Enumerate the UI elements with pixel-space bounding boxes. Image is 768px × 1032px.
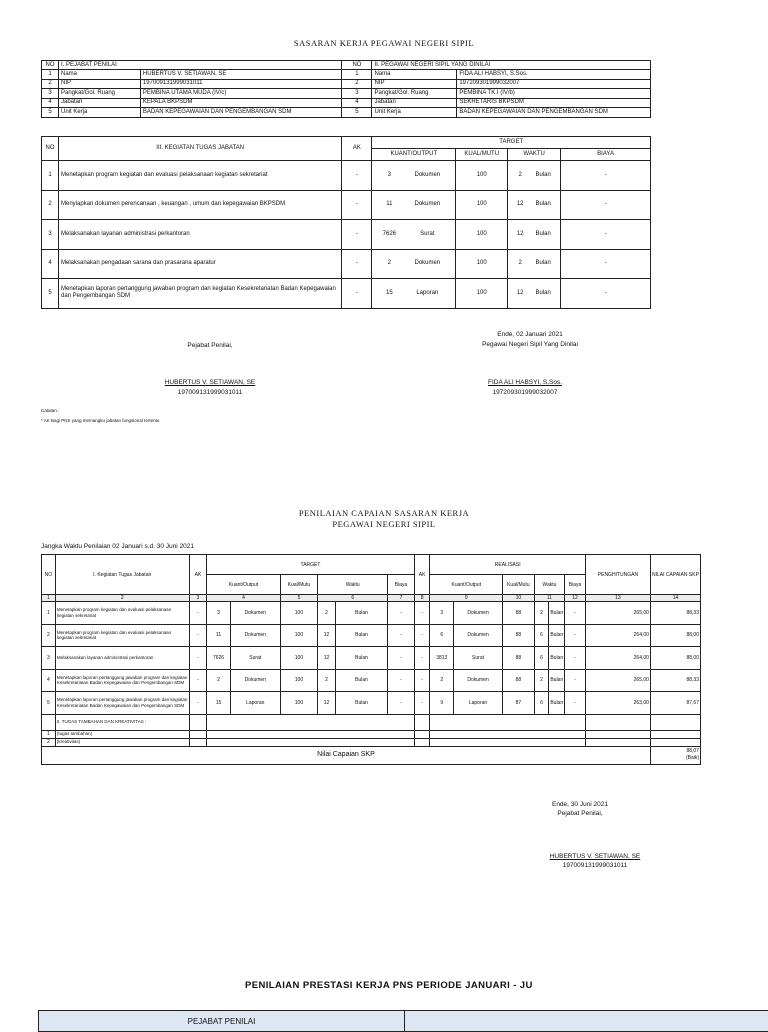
task-row bbox=[42, 190, 651, 220]
h-kegiatan: I. Kegiatan Tugas Jabatan bbox=[55, 555, 189, 595]
realisasi-kuant-value: 3813 bbox=[430, 647, 454, 670]
realisasi-ak: - bbox=[414, 669, 430, 692]
right-row-label: Pangkat/Gol. Ruang bbox=[372, 89, 457, 99]
h-realisasi-biaya: Biaya bbox=[565, 575, 586, 595]
task-no: 1 bbox=[42, 161, 59, 191]
realisasi-mutu: 88 bbox=[503, 624, 535, 647]
task-quantity-unit: Laporan bbox=[416, 289, 439, 296]
target-kuant-value: 7626 bbox=[207, 647, 231, 670]
tambahan-row-label: (tugas tambahan) bbox=[55, 730, 189, 738]
col-num: 14 bbox=[650, 595, 700, 602]
task-biaya: - bbox=[561, 161, 651, 191]
target-biaya: - bbox=[388, 692, 415, 715]
left-row-no: 4 bbox=[42, 98, 59, 108]
h-nilai: NILAI CAPAIAN SKP bbox=[650, 555, 700, 595]
task-waktu-value: 2 bbox=[518, 171, 522, 178]
row-nilai: 87,67 bbox=[650, 692, 700, 715]
realisasi-waktu-unit: Bulan bbox=[549, 647, 565, 670]
col-num: 9 bbox=[430, 595, 503, 602]
task-mutu: 100 bbox=[456, 220, 508, 250]
realisasi-waktu-value: 6 bbox=[534, 647, 549, 670]
realisasi-ak: - bbox=[414, 602, 430, 625]
target-waktu-unit: Bulan bbox=[335, 669, 387, 692]
target-kuant-unit: Dokumen bbox=[230, 602, 280, 625]
target-kuant-unit: Dokumen bbox=[230, 624, 280, 647]
realisasi-waktu-value: 2 bbox=[534, 602, 549, 625]
task-text: Melaksanakan pengadaan sarana dan prasarana aparatur bbox=[58, 249, 341, 279]
task-biaya: - bbox=[561, 190, 651, 220]
target-waktu-unit: Bulan bbox=[335, 602, 387, 625]
col-ak: AK bbox=[342, 137, 372, 161]
tambahan-no: 2 bbox=[42, 738, 56, 746]
identity-row bbox=[42, 98, 651, 108]
skp-left-signatory-nip: 197009131999031011 bbox=[177, 389, 243, 396]
right-row-label: Nama bbox=[372, 70, 457, 80]
task-waktu-unit: Bulan bbox=[535, 201, 551, 208]
task-waktu-unit: Bulan bbox=[535, 260, 551, 267]
realisasi-mutu: 87 bbox=[503, 692, 535, 715]
left-row-label: Jabatan bbox=[58, 98, 140, 108]
realisasi-mutu: 88 bbox=[503, 602, 535, 625]
penilaian-row bbox=[42, 669, 701, 692]
task-quantity-unit: Dokumen bbox=[414, 201, 441, 208]
row-kegiatan: Melaksanakan layanan administrasi perkantoran bbox=[55, 647, 189, 670]
task-quantity bbox=[372, 249, 456, 279]
target-waktu-value: 2 bbox=[318, 669, 336, 692]
right-row-value: SEKRETARIS BKPSDM bbox=[457, 98, 651, 108]
h-ak-realisasi: AK bbox=[414, 555, 430, 595]
right-row-no: 5 bbox=[342, 108, 372, 118]
row-nilai: 88,33 bbox=[650, 602, 700, 625]
nilai-capaian-label: Nilai Capaian SKP bbox=[42, 746, 651, 764]
divider bbox=[404, 1011, 405, 1031]
h-realisasi-kual: Kual/Mutu bbox=[503, 575, 535, 595]
right-row-no: 3 bbox=[342, 89, 372, 99]
task-row bbox=[42, 161, 651, 191]
task-no: 4 bbox=[42, 249, 59, 279]
nilai-capaian-value: 88,07 bbox=[686, 748, 699, 754]
penilaian-table bbox=[41, 554, 701, 765]
prestasi-table-header bbox=[38, 1010, 768, 1032]
realisasi-kuant-value: 3 bbox=[430, 602, 454, 625]
realisasi-kuant-value: 9 bbox=[430, 692, 454, 715]
row-nilai: 88,33 bbox=[650, 669, 700, 692]
col-num: 6 bbox=[318, 595, 388, 602]
h-target-kual: Kual/Mutu bbox=[280, 575, 317, 595]
realisasi-waktu-value: 2 bbox=[534, 669, 549, 692]
task-text: Menyiapkan dokumen perencanaan , keuangan , umum dan kepegawaian BKPSDM bbox=[58, 190, 341, 220]
nilai-capaian-cell bbox=[650, 746, 700, 764]
header-no: NO bbox=[42, 61, 59, 70]
row-nilai: 88,00 bbox=[650, 624, 700, 647]
skp-task-table bbox=[41, 136, 651, 309]
target-waktu-unit: Bulan bbox=[335, 647, 387, 670]
left-row-value: KEPALA BKPSDM bbox=[140, 98, 342, 108]
target-biaya: - bbox=[388, 602, 415, 625]
task-mutu: 100 bbox=[456, 279, 508, 309]
tambahan-no: 1 bbox=[42, 730, 56, 738]
task-row bbox=[42, 249, 651, 279]
penilaian-signatory-name: HUBERTUS V. SETIAWAN, SE bbox=[549, 853, 641, 860]
task-quantity-value: 7626 bbox=[382, 230, 396, 237]
target-mutu: 100 bbox=[280, 647, 317, 670]
skp-right-role: Pegawai Negeri Sipil Yang Dinilai bbox=[482, 341, 578, 348]
target-mutu: 100 bbox=[280, 692, 317, 715]
task-ak: - bbox=[342, 220, 372, 250]
target-kuant-unit: Dokumen bbox=[230, 669, 280, 692]
col-num: 3 bbox=[189, 595, 207, 602]
note-title: Catatan : bbox=[41, 408, 60, 413]
h-realisasi-kuant: Kuant/Output bbox=[430, 575, 503, 595]
task-quantity-value: 3 bbox=[387, 171, 391, 178]
header-pejabat-penilai: I. PEJABAT PENILAI bbox=[58, 61, 342, 70]
h-perhitungan: PENGHITUNGAN bbox=[585, 555, 650, 595]
col-num: 11 bbox=[534, 595, 564, 602]
col-kegiatan: III. KEGIATAN TUGAS JABATAN bbox=[58, 137, 341, 161]
task-waktu-unit: Bulan bbox=[535, 171, 551, 178]
task-text: Menetapkan laporan pertanggung jawaban program dan kegiatan Kesekretariatan Badan Kepegawaian dan Pengembangan SDM bbox=[58, 279, 341, 309]
realisasi-mutu: 88 bbox=[503, 647, 535, 670]
col-num: 13 bbox=[585, 595, 650, 602]
task-quantity-unit: Surat bbox=[420, 230, 435, 237]
task-no: 3 bbox=[42, 220, 59, 250]
realisasi-kuant-value: 2 bbox=[430, 669, 454, 692]
realisasi-kuant-unit: Surat bbox=[454, 647, 503, 670]
col-num: 12 bbox=[565, 595, 586, 602]
task-quantity-value: 2 bbox=[387, 260, 391, 267]
skp-title: SASARAN KERJA PEGAWAI NEGERI SIPIL bbox=[293, 38, 475, 48]
target-waktu-unit: Bulan bbox=[335, 624, 387, 647]
skp-identity-table bbox=[41, 60, 651, 118]
realisasi-waktu-value: 6 bbox=[534, 692, 549, 715]
realisasi-biaya: - bbox=[565, 647, 586, 670]
realisasi-ak: - bbox=[414, 624, 430, 647]
left-row-no: 1 bbox=[42, 70, 59, 80]
row-ak: - bbox=[189, 602, 207, 625]
identity-row bbox=[42, 70, 651, 80]
target-mutu: 100 bbox=[280, 624, 317, 647]
target-kuant-value: 2 bbox=[207, 669, 231, 692]
identity-row bbox=[42, 108, 651, 118]
penilaian-row bbox=[42, 647, 701, 670]
task-quantity bbox=[372, 279, 456, 309]
penilaian-signatory-nip: 197009131999031011 bbox=[562, 862, 628, 869]
nilai-capaian-grade: (Baik) bbox=[685, 755, 699, 761]
task-row bbox=[42, 279, 651, 309]
col-num: 5 bbox=[280, 595, 317, 602]
skp-left-role: Pejabat Penilai, bbox=[187, 342, 233, 349]
col-no: NO bbox=[42, 137, 59, 161]
row-no: 4 bbox=[42, 669, 56, 692]
row-kegiatan: Menetapkan laporan pertanggung jawaban program dan kegiatan Kesekretariatan Badan Kepegawaian dan Pengembangan SDM bbox=[55, 692, 189, 715]
realisasi-biaya: - bbox=[565, 692, 586, 715]
row-ak: - bbox=[189, 669, 207, 692]
penilaian-row bbox=[42, 624, 701, 647]
task-biaya: - bbox=[561, 279, 651, 309]
left-row-value: HUBERTUS V. SETIAWAN, SE bbox=[140, 70, 342, 80]
h-target-waktu: Waktu bbox=[318, 575, 388, 595]
left-row-value: PEMBINA UTAMA MUDA (IV/c) bbox=[140, 89, 342, 99]
row-kegiatan: Menetapkan laporan pertanggung jawaban program dan kegiatan Kesekretariatan Badan Kepegawaian dan Pengembangan SDM bbox=[55, 669, 189, 692]
skp-right-signatory-nip: 197209301999032007 bbox=[492, 389, 558, 396]
row-kegiatan: Menetapkan program kegiatan dan evaluasi pelaksanaan kegiatan sekretariat bbox=[55, 624, 189, 647]
task-mutu: 100 bbox=[456, 249, 508, 279]
right-row-label: Jabatan bbox=[372, 98, 457, 108]
task-ak: - bbox=[342, 279, 372, 309]
h-realisasi: REALISASI bbox=[430, 555, 585, 575]
target-biaya: - bbox=[388, 647, 415, 670]
tambahan-label: II. TUGAS TAMBAHAN DAN KREATIVITAS : bbox=[55, 714, 189, 730]
realisasi-kuant-value: 6 bbox=[430, 624, 454, 647]
realisasi-biaya: - bbox=[565, 624, 586, 647]
task-biaya: - bbox=[561, 249, 651, 279]
col-num: 1 bbox=[42, 595, 56, 602]
penilaian-period: Jangka Waktu Penilaian 02 Januari s.d. 30 Juni 2021 bbox=[41, 543, 194, 550]
col-num: 2 bbox=[55, 595, 189, 602]
row-no: 2 bbox=[42, 624, 56, 647]
penilaian-row bbox=[42, 692, 701, 715]
col-num: 10 bbox=[503, 595, 535, 602]
task-waktu-value: 2 bbox=[518, 260, 522, 267]
right-row-value: PEMBINA TK.I (IV/b) bbox=[457, 89, 651, 99]
right-row-no: 1 bbox=[342, 70, 372, 80]
col-waktu: WAKTU bbox=[508, 149, 561, 161]
right-row-no: 4 bbox=[342, 98, 372, 108]
realisasi-waktu-unit: Bulan bbox=[549, 669, 565, 692]
left-row-label: NIP bbox=[58, 79, 140, 89]
realisasi-waktu-unit: Bulan bbox=[549, 602, 565, 625]
row-ak: - bbox=[189, 692, 207, 715]
target-biaya: - bbox=[388, 669, 415, 692]
task-waktu-unit: Bulan bbox=[535, 230, 551, 237]
row-ak: - bbox=[189, 624, 207, 647]
h-target: TARGET bbox=[207, 555, 415, 575]
task-text: Melaksanakan layanan administrasi perkantoran bbox=[58, 220, 341, 250]
row-no: 5 bbox=[42, 692, 56, 715]
identity-row bbox=[42, 79, 651, 89]
penilaian-title-1: PENILAIAN CAPAIAN SASARAN KERJA bbox=[298, 508, 470, 518]
penilaian-place-date: Ende, 30 Juni 2021 bbox=[551, 801, 609, 808]
row-no: 3 bbox=[42, 647, 56, 670]
task-quantity bbox=[372, 161, 456, 191]
right-row-value: FIDA ALI HABSYI, S.Sos. bbox=[457, 70, 651, 80]
target-waktu-value: 2 bbox=[318, 602, 336, 625]
tambahan-row-label: (kreativitas) bbox=[55, 738, 189, 746]
task-waktu bbox=[508, 161, 561, 191]
col-num: 7 bbox=[388, 595, 415, 602]
task-quantity-value: 15 bbox=[385, 289, 393, 296]
row-ak: - bbox=[189, 647, 207, 670]
left-row-value: 197009131999031011 bbox=[140, 79, 342, 89]
right-row-value: BADAN KEPEGAWAIAN DAN PENGEMBANGAN SDM bbox=[457, 108, 651, 118]
row-perhitungan: 264,00 bbox=[585, 624, 650, 647]
realisasi-ak: - bbox=[414, 647, 430, 670]
target-kuant-unit: Surat bbox=[230, 647, 280, 670]
task-ak: - bbox=[342, 249, 372, 279]
target-kuant-value: 15 bbox=[207, 692, 231, 715]
task-biaya: - bbox=[561, 220, 651, 250]
task-quantity bbox=[372, 190, 456, 220]
row-kegiatan: Menetapkan program kegiatan dan evaluasi pelaksanaan kegiatan sekretariat bbox=[55, 602, 189, 625]
task-mutu: 100 bbox=[456, 161, 508, 191]
left-row-no: 5 bbox=[42, 108, 59, 118]
right-row-label: Unit Kerja bbox=[372, 108, 457, 118]
left-row-label: Unit Kerja bbox=[58, 108, 140, 118]
task-waktu bbox=[508, 190, 561, 220]
column-number-row bbox=[42, 595, 701, 602]
right-row-no: 2 bbox=[342, 79, 372, 89]
col-num: 4 bbox=[207, 595, 280, 602]
prestasi-title: PENILAIAN PRESTASI KERJA PNS PERIODE JANUARI - JU bbox=[245, 980, 533, 991]
task-no: 2 bbox=[42, 190, 59, 220]
task-quantity bbox=[372, 220, 456, 250]
row-perhitungan: 265,00 bbox=[585, 669, 650, 692]
row-perhitungan: 265,00 bbox=[585, 602, 650, 625]
target-waktu-value: 12 bbox=[318, 624, 336, 647]
task-text: Menetapkan program kegiatan dan evaluasi pelaksanaan kegiatan sekretariat bbox=[58, 161, 341, 191]
h-no: NO bbox=[42, 555, 56, 595]
header-no: NO bbox=[342, 61, 372, 70]
row-perhitungan: 263,00 bbox=[585, 692, 650, 715]
target-waktu-value: 12 bbox=[318, 692, 336, 715]
skp-right-signatory-name: FIDA ALI HABSYI, S.Sos. bbox=[487, 379, 563, 386]
target-kuant-value: 11 bbox=[207, 624, 231, 647]
skp-left-signatory-name: HUBERTUS V. SETIAWAN, SE bbox=[164, 379, 256, 386]
col-biaya: BIAYA bbox=[561, 149, 651, 161]
realisasi-biaya: - bbox=[565, 669, 586, 692]
skp-place-date: Ende, 02 Januari 2021 bbox=[497, 331, 563, 338]
task-waktu bbox=[508, 279, 561, 309]
penilaian-title-2: PEGAWAI NEGERI SIPIL bbox=[332, 519, 436, 529]
left-row-label: Nama bbox=[58, 70, 140, 80]
col-kual: KUAL/MUTU bbox=[456, 149, 508, 161]
target-kuant-value: 3 bbox=[207, 602, 231, 625]
row-no: 1 bbox=[42, 602, 56, 625]
target-biaya: - bbox=[388, 624, 415, 647]
realisasi-waktu-unit: Bulan bbox=[549, 692, 565, 715]
realisasi-ak: - bbox=[414, 692, 430, 715]
prestasi-pejabat-label: PEJABAT PENILAI bbox=[187, 1017, 256, 1026]
col-num: 8 bbox=[414, 595, 430, 602]
task-no: 5 bbox=[42, 279, 59, 309]
col-target: TARGET bbox=[372, 137, 651, 149]
task-waktu-unit: Bulan bbox=[535, 289, 551, 296]
realisasi-waktu-value: 6 bbox=[534, 624, 549, 647]
task-quantity-unit: Dokumen bbox=[414, 171, 441, 178]
task-waktu bbox=[508, 249, 561, 279]
penilaian-row bbox=[42, 602, 701, 625]
left-row-no: 2 bbox=[42, 79, 59, 89]
realisasi-kuant-unit: Laporan bbox=[454, 692, 503, 715]
right-row-label: NIP bbox=[372, 79, 457, 89]
left-row-value: BADAN KEPEGAWAIAN DAN PENGEMBANGAN SDM bbox=[140, 108, 342, 118]
task-waktu-value: 12 bbox=[516, 201, 524, 208]
realisasi-kuant-unit: Dokumen bbox=[454, 624, 503, 647]
task-waktu-value: 12 bbox=[516, 289, 524, 296]
realisasi-kuant-unit: Dokumen bbox=[454, 669, 503, 692]
note-text: * AK Bagi PNS yang memangku jabatan fungsional tertentu bbox=[41, 418, 160, 423]
h-realisasi-waktu: Waktu bbox=[534, 575, 564, 595]
h-target-biaya: Biaya bbox=[388, 575, 415, 595]
header-pns-dinilai: II. PEGAWAI NEGERI SIPIL YANG DINILAI bbox=[372, 61, 651, 70]
task-waktu bbox=[508, 220, 561, 250]
task-ak: - bbox=[342, 190, 372, 220]
h-ak: AK bbox=[189, 555, 207, 595]
realisasi-waktu-unit: Bulan bbox=[549, 624, 565, 647]
task-ak: - bbox=[342, 161, 372, 191]
row-perhitungan: 264,00 bbox=[585, 647, 650, 670]
target-waktu-unit: Bulan bbox=[335, 692, 387, 715]
right-row-value: 197209301999032007 bbox=[457, 79, 651, 89]
realisasi-kuant-unit: Dokumen bbox=[454, 602, 503, 625]
row-nilai: 88,00 bbox=[650, 647, 700, 670]
realisasi-biaya: - bbox=[565, 602, 586, 625]
left-row-label: Pangkat/Gol. Ruang bbox=[58, 89, 140, 99]
task-waktu-value: 12 bbox=[516, 230, 524, 237]
target-mutu: 100 bbox=[280, 669, 317, 692]
h-target-kuant: Kuant/Output bbox=[207, 575, 280, 595]
task-quantity-unit: Dokumen bbox=[414, 260, 441, 267]
left-row-no: 3 bbox=[42, 89, 59, 99]
task-row bbox=[42, 220, 651, 250]
col-kuant: KUANT/OUTPUT bbox=[372, 149, 456, 161]
penilaian-role: Pejabat Penilai, bbox=[557, 810, 603, 817]
target-mutu: 100 bbox=[280, 602, 317, 625]
realisasi-mutu: 88 bbox=[503, 669, 535, 692]
task-quantity-value: 11 bbox=[386, 201, 393, 208]
task-mutu: 100 bbox=[456, 190, 508, 220]
target-waktu-value: 12 bbox=[318, 647, 336, 670]
target-kuant-unit: Laporan bbox=[230, 692, 280, 715]
identity-row bbox=[42, 89, 651, 99]
